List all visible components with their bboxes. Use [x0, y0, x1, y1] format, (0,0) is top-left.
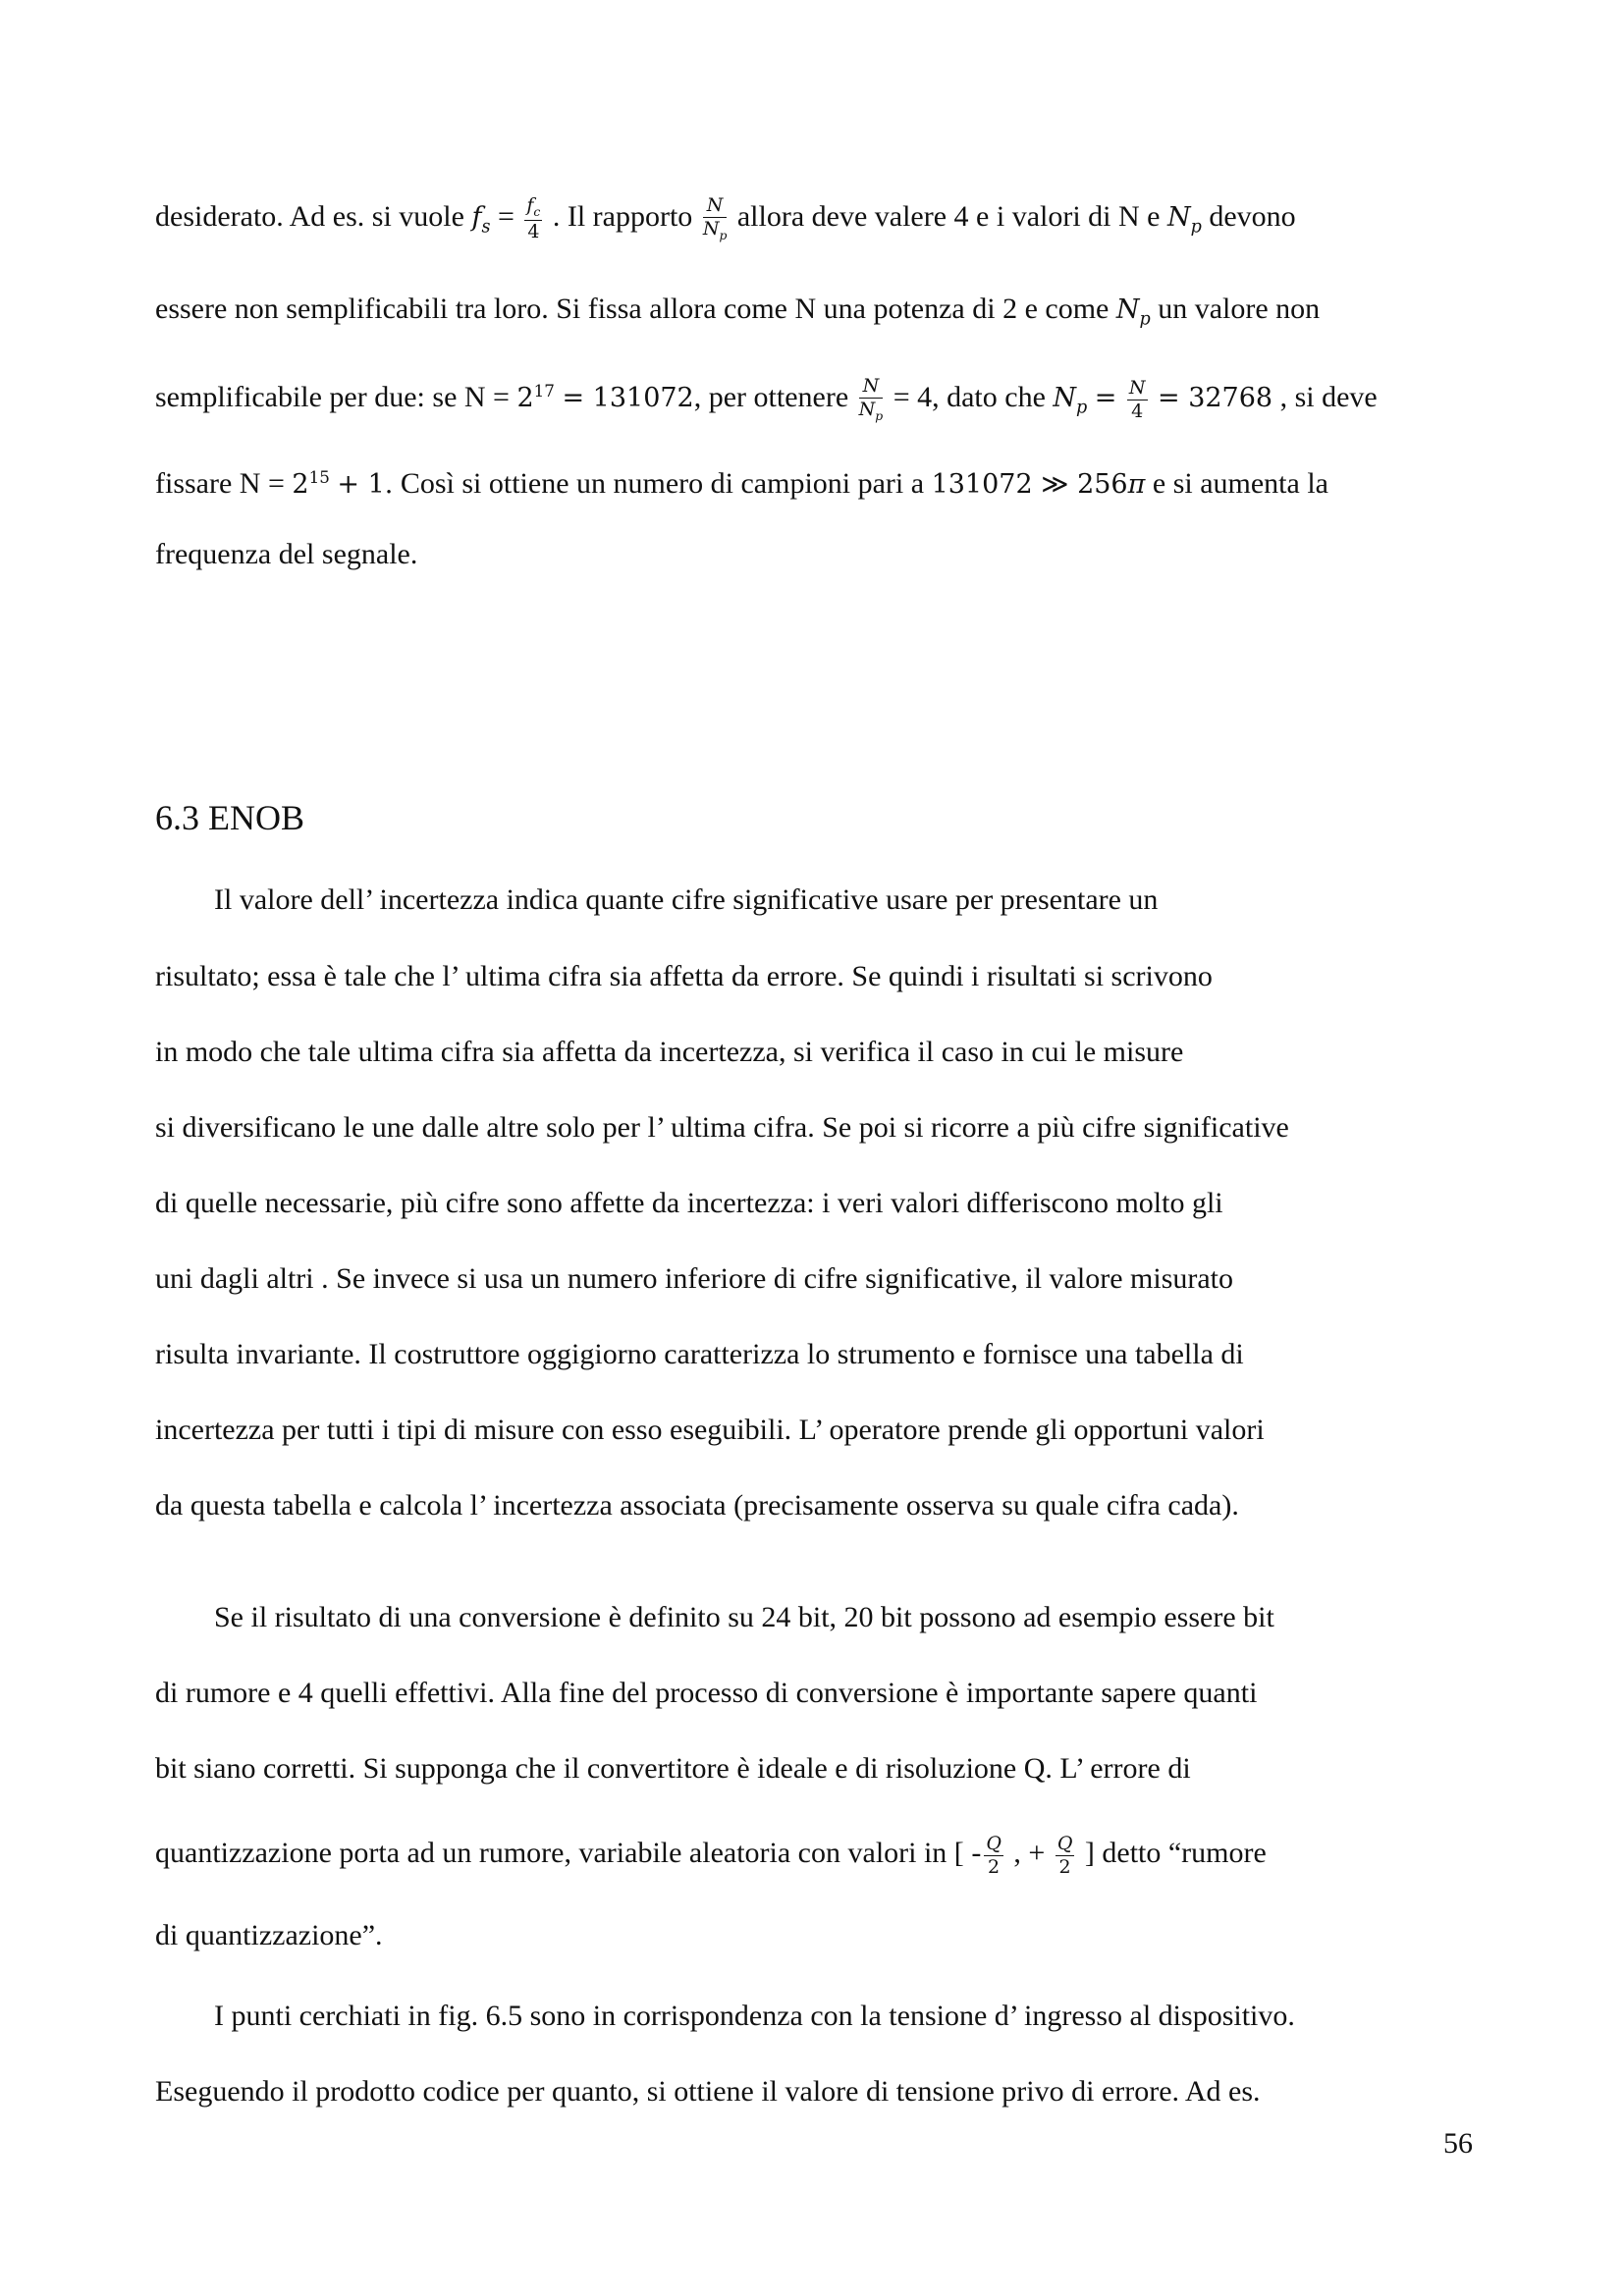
math-power: $2^{17}$	[516, 381, 555, 413]
text-segment: = 4, dato che	[893, 381, 1046, 413]
section-line: di rumore e 4 quelli effettivi. Alla fine del processo di conversione è importante sapere quanti	[155, 1677, 1258, 1709]
text-segment: . Il rapporto	[552, 199, 693, 233]
text-segment: essere non semplificabili tra loro. Si fissa allora come N una potenza di 2 e come	[155, 293, 1110, 325]
text-segment: devono	[1209, 199, 1296, 233]
fraction-n-over-np: $\frac{N}{N_p}$	[702, 194, 728, 242]
fraction-n-over-4: $\frac{N}{4}$	[1128, 376, 1146, 422]
text-segment: , si deve	[1279, 381, 1378, 413]
section-line: risultato; essa è tale che l’ ultima cifra sia affetta da errore. Se quindi i risultati si scrivono	[155, 960, 1213, 992]
minus-sign: -	[971, 1837, 982, 1869]
section-heading: 6.3 ENOB	[155, 798, 304, 837]
text-segment: fissare N =	[155, 467, 285, 500]
text-segment: Così si ottiene un numero di campioni pari a	[400, 467, 925, 500]
math-value: 131072 ≫ 256	[931, 469, 1128, 500]
math-fs: $f_s$	[471, 201, 491, 238]
paragraph-line-5: frequenza del segnale.	[155, 538, 418, 570]
section-line: Se il risultato di una conversione è definito su 24 bit, 20 bit possono ad esempio essere bit	[214, 1601, 1274, 1633]
section-line-formula	[155, 1834, 1267, 1877]
fraction-q-over-2: $\frac{Q}{2}$	[1056, 1832, 1073, 1878]
section-line: incertezza per tutti i tipi di misure con esso eseguibili. L’ operatore prende gli opportuni valori	[155, 1414, 1265, 1446]
paragraph-line-1	[155, 196, 1296, 246]
math-value: = 131072	[562, 383, 694, 413]
text-segment: ] detto “rumore	[1084, 1837, 1267, 1869]
equals-sign: =	[1094, 383, 1117, 413]
math-np: $N_p$	[1115, 294, 1151, 330]
section-line: si diversificano le une dalle altre solo per l’ ultima cifra. Se poi si ricorre a più cifre significative	[155, 1111, 1289, 1144]
equals-sign: =	[497, 199, 514, 233]
text-segment: , +	[1013, 1837, 1046, 1869]
math-value: = 32768	[1158, 383, 1273, 413]
page-number: 56	[1443, 2127, 1473, 2160]
section-line: di quelle necessarie, più cifre sono affette da incertezza: i veri valori differiscono molto gli	[155, 1187, 1223, 1219]
math-pi: π	[1127, 469, 1146, 500]
section-line: uni dagli altri . Se invece si usa un numero inferiore di cifre significative, il valore misurato	[155, 1262, 1234, 1295]
math-np: $N_p$	[1053, 383, 1088, 418]
section-line: Il valore dell’ incertezza indica quante cifre significative usare per presentare un	[214, 883, 1159, 916]
fraction-fc-over-4: $\frac{f_c}{4}$	[526, 194, 541, 243]
math-value: + 1.	[337, 469, 394, 500]
paragraph-line-2	[155, 290, 1320, 339]
section-line: risulta invariante. Il costruttore oggigiorno caratterizza lo strumento e fornisce una tabella di	[155, 1338, 1244, 1370]
text-segment: semplificabile per due: se N =	[155, 381, 510, 413]
math-np: $N_p$	[1166, 201, 1202, 238]
text-segment: un valore non	[1158, 293, 1321, 325]
paragraph-line-3	[155, 371, 1378, 427]
text-segment: quantizzazione porta ad un rumore, variabile aleatoria con valori in [	[155, 1837, 964, 1869]
math-power: $2^{15}$	[292, 467, 330, 500]
text-segment: , per ottenere	[693, 381, 849, 413]
paragraph-line-4	[155, 457, 1328, 505]
text-segment: allora deve valere 4 e i valori di N e	[736, 199, 1161, 233]
section-line: bit siano corretti. Si supponga che il convertitore è ideale e di risoluzione Q. L’ errore di	[155, 1752, 1191, 1785]
section-line: Eseguendo il prodotto codice per quanto, si ottiene il valore di tensione privo di errore. Ad es.	[155, 2075, 1261, 2108]
section-line: di quantizzazione”.	[155, 1919, 383, 1951]
section-line: da questa tabella e calcola l’ incertezza associata (precisamente osserva su quale cifra cada).	[155, 1489, 1239, 1522]
fraction-n-over-np: $\frac{N}{N_p}$	[858, 375, 884, 423]
text-segment: e si aumenta la	[1152, 467, 1328, 500]
section-line: I punti cerchiati in fig. 6.5 sono in corrispondenza con la tensione d’ ingresso al dispositivo.	[214, 2000, 1295, 2032]
section-line: in modo che tale ultima cifra sia affetta da incertezza, si verifica il caso in cui le misure	[155, 1036, 1184, 1068]
fraction-q-over-2: $\frac{Q}{2}$	[986, 1832, 1001, 1878]
text-segment: desiderato. Ad es. si vuole	[155, 199, 464, 233]
